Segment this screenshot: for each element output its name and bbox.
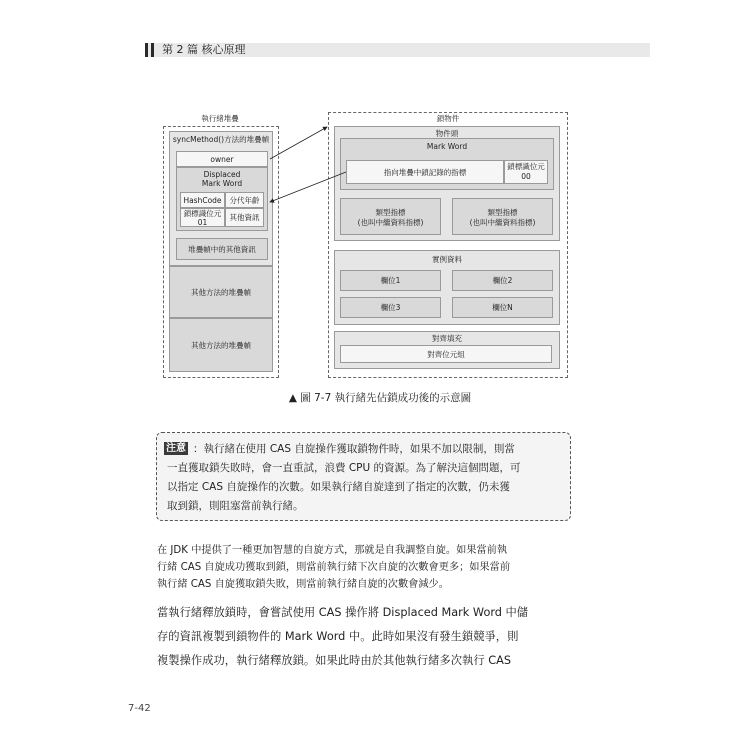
owner-field: owner <box>176 151 268 167</box>
displaced-label-1: Displaced <box>203 170 241 179</box>
field-cell: 欄位3 <box>340 297 441 318</box>
other-method-frame: 其他方法的堆疊幀 <box>169 318 273 372</box>
generation-cell: 分代年齡 <box>225 192 264 208</box>
lock-object-title: 鎖物件 <box>436 114 460 123</box>
note-line: ：執行緒在使用 CAS 自旋操作獲取鎖物件時，如果不加以限制，則當 <box>193 443 515 455</box>
instance-data-title: 實例資料 <box>432 255 462 264</box>
frame-label: syncMethod()方法的堆疊幀 <box>172 135 270 144</box>
field-cell: 欄位1 <box>340 270 441 291</box>
hashcode-cell: HashCode <box>180 192 225 208</box>
lock-flag-field-value: 00 <box>521 172 531 181</box>
frame-other-info: 堆疊幀中的其他資訊 <box>176 238 268 260</box>
type-pointer-label: 類型指標 <box>375 208 406 217</box>
text-line: 當執行緒釋放鎖時，會嘗試使用 CAS 操作將 Displaced Mark Word 中儲 <box>157 606 529 619</box>
mark-word-title: Mark Word <box>426 142 468 151</box>
text-line: 執行緒 CAS 自旋獲取鎖失敗，則當前執行緒自旋的次數會減少。 <box>157 579 449 590</box>
chapter-title: 第 2 篇 核心原理 <box>162 43 246 56</box>
page-number: 7-42 <box>128 703 151 714</box>
note-line: 一直獲取鎖失敗時，會一直重試，浪費 CPU 的資源。為了解決這個問題，可 <box>167 462 521 474</box>
pointer-arrow <box>270 172 346 202</box>
other-info-cell: 其他資訊 <box>225 208 264 227</box>
text-line: 複製操作成功，執行緒釋放鎖。如果此時由於其他執行緒多次執行 CAS <box>157 654 511 667</box>
field-cell: 欄位2 <box>452 270 553 291</box>
note-line: 以指定 CAS 自旋操作的次數。如果執行緒自旋達到了指定的次數，仍未獲 <box>167 481 510 493</box>
type-pointer-note: (也叫中繼資料指標) <box>357 218 424 227</box>
owner-arrow <box>270 127 327 159</box>
text-line: 存的資訊複製到鎖物件的 Mark Word 中。此時如果沒有發生鎖競爭，則 <box>157 630 519 643</box>
displaced-label-2: Mark Word <box>201 179 243 188</box>
stack-title: 執行緒堆疊 <box>201 114 239 123</box>
field-cell: 欄位N <box>452 297 553 318</box>
text-line: 在 JDK 中提供了一種更加智慧的自旋方式，那就是自我調整自旋。如果當前執 <box>157 545 508 556</box>
stack-pointer-field: 指向堆疊中鎖記錄的指標 <box>346 160 504 184</box>
type-pointer-note: (也叫中繼資料指標) <box>469 218 536 227</box>
lock-flag-label: 鎖標識位元 <box>183 209 222 218</box>
lock-flag-field-label: 鎖標識位元 <box>507 162 545 171</box>
padding-title: 對齊填充 <box>432 334 462 343</box>
type-pointer-label: 類型指標 <box>487 208 518 217</box>
note-line: 取到鎖，則阻塞當前執行緒。 <box>167 500 304 512</box>
note-box <box>156 432 571 521</box>
note-tag: 注意 <box>166 443 186 454</box>
figure-caption: ▲ 圖 7-7 執行緒先佔鎖成功後的示意圖 <box>288 392 472 404</box>
lock-flag-value: 01 <box>197 218 208 227</box>
text-line: 行緒 CAS 自旋成功獲取到鎖，則當前執行緒下次自旋的次數會更多；如果當前 <box>157 562 511 573</box>
padding-bytes: 對齊位元組 <box>340 345 552 363</box>
object-header-title: 物件頭 <box>435 129 459 138</box>
other-method-frame: 其他方法的堆疊幀 <box>169 266 273 318</box>
